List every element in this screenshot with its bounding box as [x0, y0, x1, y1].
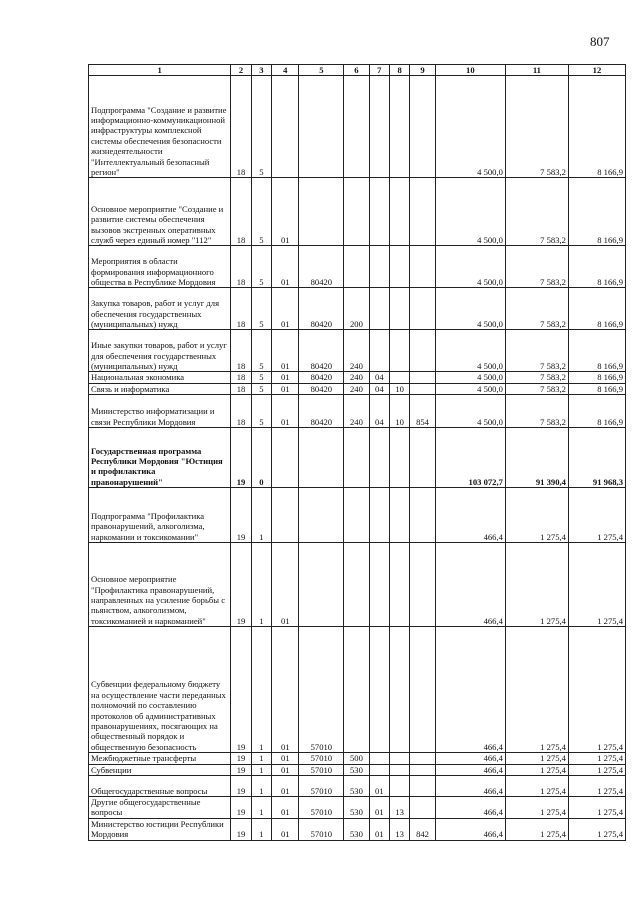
row-value-cell — [389, 288, 409, 330]
row-value-cell — [410, 428, 435, 488]
row-value-cell — [389, 543, 409, 627]
row-value-cell: 5 — [251, 330, 271, 372]
row-value-cell: 200 — [344, 288, 369, 330]
row-value-cell: 01 — [272, 383, 299, 394]
row-value-cell: 57010 — [299, 753, 344, 764]
row-value-cell — [299, 488, 344, 543]
row-value-cell: 240 — [344, 372, 369, 383]
row-value-cell: 18 — [231, 330, 251, 372]
row-value-cell: 530 — [344, 776, 369, 797]
row-value-cell: 10 — [389, 383, 409, 394]
row-value-cell — [389, 372, 409, 383]
row-value-cell — [410, 178, 435, 246]
page-number: 807 — [590, 34, 610, 49]
row-value-cell: 80420 — [299, 330, 344, 372]
row-value-cell — [299, 428, 344, 488]
row-value-cell: 8 166,9 — [568, 178, 625, 246]
row-value-cell: 8 166,9 — [568, 246, 625, 288]
row-value-cell — [410, 797, 435, 819]
row-value-cell — [410, 488, 435, 543]
row-name-cell: Подпрограмма "Профилактика правонарушений, алкоголизма, наркомании и токсикомании" — [89, 488, 231, 543]
row-value-cell: 240 — [344, 395, 369, 428]
column-header: 12 — [568, 65, 625, 76]
row-name-cell: Основное мероприятие "Профилактика правонарушений, направленных на усиление борьбы с пьянством, алкоголизмом, токсикоманией и наркоманией" — [89, 543, 231, 627]
row-value-cell — [389, 178, 409, 246]
header-row — [89, 65, 626, 76]
column-header: 10 — [435, 65, 505, 76]
row-value-cell: 8 166,9 — [568, 383, 625, 394]
row-value-cell — [410, 764, 435, 775]
row-value-cell: 8 166,9 — [568, 395, 625, 428]
table-row — [89, 246, 626, 288]
table-row — [89, 488, 626, 543]
row-name-cell: Мероприятия в области формирования информационного общества в Республике Мордовия — [89, 246, 231, 288]
row-value-cell — [369, 543, 389, 627]
row-value-cell: 1 275,4 — [505, 543, 568, 627]
row-name-cell: Подпрограмма "Создание и развитие информационно-коммуникационной инфраструктуры комплексной системы обеспечения безопасности жизнедеятельности "Интеллектуальный безопасный регион" — [89, 76, 231, 178]
row-value-cell: 7 583,2 — [505, 372, 568, 383]
row-name-cell: Субвенции — [89, 764, 231, 775]
row-value-cell: 4 500,0 — [435, 246, 505, 288]
row-value-cell — [344, 428, 369, 488]
budget-table — [88, 64, 626, 841]
column-header: 2 — [231, 65, 251, 76]
row-value-cell: 1 275,4 — [568, 776, 625, 797]
row-value-cell — [272, 76, 299, 178]
table-row — [89, 428, 626, 488]
row-value-cell: 1 275,4 — [568, 818, 625, 840]
row-value-cell: 01 — [272, 627, 299, 753]
row-value-cell: 01 — [272, 764, 299, 775]
row-value-cell: 1 275,4 — [505, 627, 568, 753]
row-value-cell: 4 500,0 — [435, 76, 505, 178]
row-value-cell: 1 — [251, 776, 271, 797]
row-value-cell: 91 968,3 — [568, 428, 625, 488]
row-value-cell — [410, 776, 435, 797]
row-value-cell: 1 275,4 — [505, 797, 568, 819]
row-value-cell — [389, 776, 409, 797]
table-row — [89, 383, 626, 394]
table-row — [89, 797, 626, 819]
row-value-cell — [410, 288, 435, 330]
row-value-cell: 80420 — [299, 246, 344, 288]
row-value-cell: 19 — [231, 764, 251, 775]
row-value-cell: 5 — [251, 372, 271, 383]
row-value-cell — [410, 543, 435, 627]
row-value-cell: 0 — [251, 428, 271, 488]
row-name-cell: Межбюджетные трансферты — [89, 753, 231, 764]
column-header: 7 — [369, 65, 389, 76]
row-value-cell: 4 500,0 — [435, 372, 505, 383]
row-value-cell: 7 583,2 — [505, 288, 568, 330]
row-value-cell — [344, 488, 369, 543]
row-value-cell: 5 — [251, 178, 271, 246]
table-row — [89, 76, 626, 178]
row-value-cell: 13 — [389, 818, 409, 840]
row-value-cell: 57010 — [299, 776, 344, 797]
row-value-cell: 466,4 — [435, 818, 505, 840]
row-value-cell: 1 275,4 — [568, 543, 625, 627]
row-value-cell: 1 — [251, 797, 271, 819]
row-name-cell: Общегосударственные вопросы — [89, 776, 231, 797]
row-name-cell: Основное мероприятие "Создание и развитие системы обеспечения вызовов экстренных оперативных служб через единый номер "112" — [89, 178, 231, 246]
row-value-cell: 7 583,2 — [505, 76, 568, 178]
row-value-cell: 240 — [344, 330, 369, 372]
row-value-cell: 1 275,4 — [568, 764, 625, 775]
row-value-cell: 7 583,2 — [505, 330, 568, 372]
row-value-cell — [389, 627, 409, 753]
row-value-cell: 10 — [389, 395, 409, 428]
column-header: 11 — [505, 65, 568, 76]
row-value-cell: 18 — [231, 76, 251, 178]
row-value-cell: 18 — [231, 372, 251, 383]
table-row — [89, 818, 626, 840]
row-value-cell — [299, 543, 344, 627]
row-value-cell — [369, 76, 389, 178]
row-value-cell: 57010 — [299, 627, 344, 753]
row-name-cell: Другие общегосударственные вопросы — [89, 797, 231, 819]
row-value-cell — [344, 627, 369, 753]
row-value-cell: 5 — [251, 288, 271, 330]
table-row — [89, 288, 626, 330]
row-value-cell: 80420 — [299, 372, 344, 383]
row-value-cell: 18 — [231, 383, 251, 394]
row-value-cell — [299, 178, 344, 246]
row-name-cell: Субвенции федеральному бюджету на осуществление части переданных полномочий по составлению протоколов об административных правонарушениях, посягающих на общественный порядок и общественную безопасность — [89, 627, 231, 753]
row-value-cell: 01 — [272, 543, 299, 627]
row-value-cell: 5 — [251, 76, 271, 178]
row-value-cell: 4 500,0 — [435, 330, 505, 372]
row-value-cell: 19 — [231, 428, 251, 488]
row-value-cell — [389, 246, 409, 288]
table-body — [89, 76, 626, 840]
row-value-cell: 4 500,0 — [435, 383, 505, 394]
table-row — [89, 543, 626, 627]
table-row — [89, 764, 626, 775]
row-value-cell — [389, 764, 409, 775]
row-value-cell: 1 — [251, 753, 271, 764]
row-value-cell — [389, 76, 409, 178]
row-value-cell: 1 — [251, 764, 271, 775]
row-value-cell: 01 — [272, 288, 299, 330]
row-value-cell: 04 — [369, 383, 389, 394]
row-value-cell — [369, 288, 389, 330]
row-value-cell: 1 275,4 — [568, 797, 625, 819]
row-value-cell: 1 — [251, 818, 271, 840]
row-value-cell: 18 — [231, 178, 251, 246]
row-value-cell — [410, 627, 435, 753]
row-value-cell — [344, 543, 369, 627]
row-value-cell: 19 — [231, 627, 251, 753]
row-value-cell: 466,4 — [435, 797, 505, 819]
row-value-cell: 7 583,2 — [505, 178, 568, 246]
row-value-cell: 01 — [272, 797, 299, 819]
row-value-cell — [299, 76, 344, 178]
row-value-cell: 01 — [272, 330, 299, 372]
row-value-cell — [272, 488, 299, 543]
row-value-cell: 7 583,2 — [505, 246, 568, 288]
column-header: 4 — [272, 65, 299, 76]
row-value-cell: 1 275,4 — [568, 627, 625, 753]
row-value-cell: 19 — [231, 776, 251, 797]
row-name-cell: Иные закупки товаров, работ и услуг для обеспечения государственных (муниципальных) нужд — [89, 330, 231, 372]
column-header: 8 — [389, 65, 409, 76]
row-value-cell: 19 — [231, 797, 251, 819]
row-value-cell: 19 — [231, 753, 251, 764]
row-value-cell: 466,4 — [435, 627, 505, 753]
row-value-cell: 1 275,4 — [568, 753, 625, 764]
row-value-cell — [344, 178, 369, 246]
row-value-cell — [410, 76, 435, 178]
row-value-cell — [410, 753, 435, 764]
column-header: 1 — [89, 65, 231, 76]
row-value-cell: 7 583,2 — [505, 383, 568, 394]
row-value-cell: 80420 — [299, 288, 344, 330]
row-value-cell: 01 — [369, 797, 389, 819]
row-value-cell: 19 — [231, 818, 251, 840]
row-value-cell: 01 — [272, 178, 299, 246]
row-name-cell: Национальная экономика — [89, 372, 231, 383]
row-value-cell: 8 166,9 — [568, 76, 625, 178]
row-value-cell: 19 — [231, 488, 251, 543]
row-value-cell: 04 — [369, 395, 389, 428]
row-value-cell: 1 275,4 — [505, 753, 568, 764]
row-value-cell: 842 — [410, 818, 435, 840]
table-row — [89, 627, 626, 753]
row-value-cell: 1 275,4 — [505, 818, 568, 840]
row-value-cell — [369, 488, 389, 543]
row-value-cell: 01 — [369, 776, 389, 797]
row-value-cell: 5 — [251, 383, 271, 394]
row-value-cell — [369, 764, 389, 775]
table-row — [89, 330, 626, 372]
row-value-cell: 01 — [272, 246, 299, 288]
row-value-cell — [369, 428, 389, 488]
row-value-cell: 5 — [251, 246, 271, 288]
row-value-cell: 1 275,4 — [505, 488, 568, 543]
row-value-cell: 5 — [251, 395, 271, 428]
row-value-cell: 18 — [231, 395, 251, 428]
row-value-cell: 01 — [272, 753, 299, 764]
row-value-cell: 500 — [344, 753, 369, 764]
row-value-cell — [344, 246, 369, 288]
row-value-cell — [369, 330, 389, 372]
row-value-cell: 8 166,9 — [568, 330, 625, 372]
row-value-cell — [389, 330, 409, 372]
column-header: 3 — [251, 65, 271, 76]
row-name-cell: Связь и информатика — [89, 383, 231, 394]
row-value-cell: 4 500,0 — [435, 288, 505, 330]
row-value-cell — [389, 488, 409, 543]
row-value-cell — [389, 428, 409, 488]
row-value-cell — [410, 383, 435, 394]
row-value-cell: 530 — [344, 818, 369, 840]
table-row — [89, 776, 626, 797]
row-value-cell: 01 — [369, 818, 389, 840]
row-value-cell: 1 275,4 — [505, 764, 568, 775]
row-value-cell: 80420 — [299, 395, 344, 428]
row-value-cell: 18 — [231, 246, 251, 288]
column-header: 6 — [344, 65, 369, 76]
table-row — [89, 753, 626, 764]
row-value-cell — [410, 330, 435, 372]
row-value-cell: 240 — [344, 383, 369, 394]
row-value-cell: 7 583,2 — [505, 395, 568, 428]
row-value-cell: 18 — [231, 288, 251, 330]
row-value-cell: 80420 — [299, 383, 344, 394]
row-name-cell: Министерство юстиции Республики Мордовия — [89, 818, 231, 840]
row-value-cell: 466,4 — [435, 764, 505, 775]
row-value-cell: 466,4 — [435, 488, 505, 543]
row-value-cell: 1 — [251, 488, 271, 543]
row-value-cell: 466,4 — [435, 543, 505, 627]
row-value-cell: 57010 — [299, 818, 344, 840]
row-value-cell — [369, 753, 389, 764]
row-value-cell — [410, 246, 435, 288]
row-value-cell: 01 — [272, 818, 299, 840]
row-value-cell — [369, 627, 389, 753]
column-header: 5 — [299, 65, 344, 76]
row-value-cell: 4 500,0 — [435, 395, 505, 428]
row-value-cell — [389, 753, 409, 764]
table-row — [89, 395, 626, 428]
row-value-cell: 1 275,4 — [505, 776, 568, 797]
row-value-cell: 1 — [251, 627, 271, 753]
row-value-cell: 01 — [272, 776, 299, 797]
row-name-cell: Закупка товаров, работ и услуг для обеспечения государственных (муниципальных) нужд — [89, 288, 231, 330]
row-value-cell: 466,4 — [435, 753, 505, 764]
row-value-cell — [369, 246, 389, 288]
table-row — [89, 178, 626, 246]
row-value-cell: 1 275,4 — [568, 488, 625, 543]
row-value-cell: 530 — [344, 797, 369, 819]
row-value-cell: 1 — [251, 543, 271, 627]
row-value-cell: 19 — [231, 543, 251, 627]
row-value-cell: 13 — [389, 797, 409, 819]
row-value-cell — [410, 372, 435, 383]
row-value-cell: 8 166,9 — [568, 288, 625, 330]
row-value-cell — [344, 76, 369, 178]
row-value-cell: 91 390,4 — [505, 428, 568, 488]
row-value-cell: 466,4 — [435, 776, 505, 797]
row-value-cell: 01 — [272, 372, 299, 383]
row-value-cell: 57010 — [299, 797, 344, 819]
row-value-cell — [272, 428, 299, 488]
row-value-cell: 103 072,7 — [435, 428, 505, 488]
row-value-cell: 4 500,0 — [435, 178, 505, 246]
column-header: 9 — [410, 65, 435, 76]
row-value-cell: 57010 — [299, 764, 344, 775]
row-name-cell: Министерство информатизации и связи Республики Мордовия — [89, 395, 231, 428]
row-value-cell: 530 — [344, 764, 369, 775]
row-value-cell: 854 — [410, 395, 435, 428]
row-name-cell: Государственная программа Республики Мордовия "Юстиция и профилактика правонарушений" — [89, 428, 231, 488]
row-value-cell: 04 — [369, 372, 389, 383]
row-value-cell — [369, 178, 389, 246]
table-row — [89, 372, 626, 383]
row-value-cell: 01 — [272, 395, 299, 428]
row-value-cell: 8 166,9 — [568, 372, 625, 383]
